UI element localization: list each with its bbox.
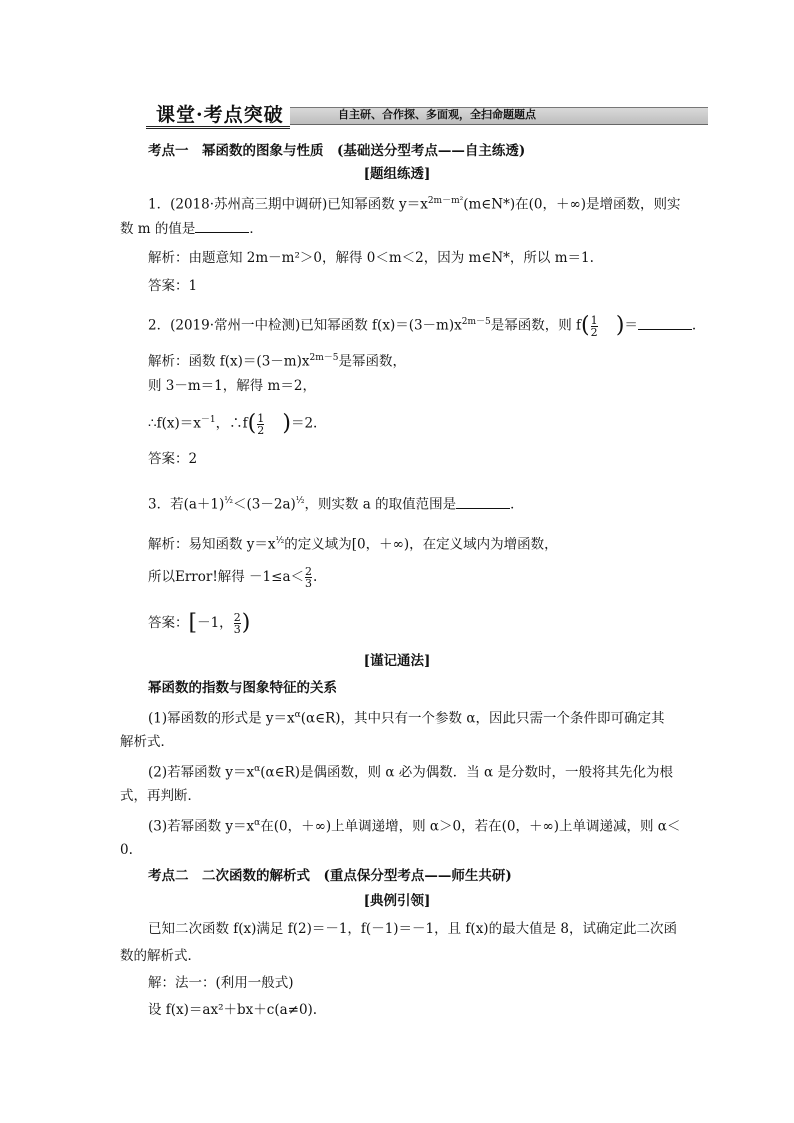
q2-analysis-text-e: ＝2. bbox=[290, 415, 318, 432]
q1-analysis: 解析：由题意知 2m－m²＞0，解得 0＜m＜2，因为 m∈N*，所以 m＝1. bbox=[148, 250, 594, 266]
method-p1-text-a: (1)幂函数的形式是 y＝x bbox=[148, 710, 295, 727]
group-label: [题组练透] bbox=[363, 166, 431, 182]
fraction-numerator: 2 bbox=[305, 565, 313, 578]
q3-text-a: 3．若(a＋1) bbox=[148, 496, 225, 513]
alpha-exponent: α bbox=[254, 818, 261, 828]
method-p1-cont: 解析式． bbox=[120, 734, 174, 750]
fraction bbox=[305, 566, 312, 589]
fraction-denominator: 2 bbox=[257, 423, 265, 437]
q3-answer-value: －1， bbox=[197, 615, 233, 631]
q3-analysis-2 bbox=[148, 566, 317, 589]
q2-line bbox=[148, 313, 696, 338]
method-p2-cont: 式，再判断． bbox=[120, 788, 201, 804]
q1-text-b: (m∈N*)在(0，＋∞)是增函数，则实 bbox=[463, 196, 681, 213]
q2-text-c: ＝ bbox=[624, 317, 638, 334]
method-p2-text-b: (α∈R)是偶函数，则 α 必为偶数．当 α 是分数时，一般将其先化为根 bbox=[260, 764, 673, 781]
q3-answer-label: 答案： bbox=[148, 615, 189, 631]
left-paren: ( bbox=[247, 411, 257, 436]
exponent-half: ½ bbox=[224, 496, 233, 506]
method-label: [谨记通法] bbox=[363, 653, 431, 669]
method-p3-cont: 0. bbox=[120, 842, 133, 858]
q3-analysis-text-c: 所以Error!解得 －1≤a＜ bbox=[148, 569, 305, 585]
q2-analysis-exponent-2: －1 bbox=[200, 415, 216, 425]
q2-analysis-3 bbox=[148, 411, 317, 436]
answer-blank bbox=[195, 220, 249, 233]
q3-analysis-text-a: 解析：易知函数 y＝x bbox=[148, 536, 276, 553]
q2-text-b: 是幂函数，则 f bbox=[490, 317, 582, 334]
left-bracket: [ bbox=[188, 610, 198, 636]
q2-analysis-text-d: ，∴f bbox=[215, 415, 248, 432]
section1-heading: 考点一 幂函数的图象与性质 (基础送分型考点——自主练透) bbox=[148, 143, 526, 159]
q1-text-c: 数 m 的值是 bbox=[120, 221, 196, 237]
fraction-numerator: 1 bbox=[590, 313, 598, 327]
exponent-half: ½ bbox=[275, 536, 285, 546]
q3-analysis-text-d: . bbox=[313, 569, 318, 585]
q3-text-d: ． bbox=[510, 496, 524, 513]
q2-analysis-text-c: ∴f(x)＝x bbox=[148, 415, 201, 432]
method-p3-text-a: (3)若幂函数 y＝x bbox=[148, 818, 255, 835]
q2-analysis-2: 则 3－m＝1，解得 m＝2， bbox=[148, 378, 316, 394]
fraction-numerator: 2 bbox=[233, 611, 241, 624]
exponent-half: ½ bbox=[295, 496, 305, 506]
q3-line bbox=[148, 492, 524, 514]
method-p2-text-a: (2)若幂函数 y＝x bbox=[148, 764, 255, 781]
right-paren: ) bbox=[241, 610, 251, 636]
section-banner bbox=[146, 104, 708, 126]
q3-answer bbox=[148, 612, 250, 635]
left-paren: ( bbox=[581, 313, 590, 338]
q2-text-a: 2．(2019·常州一中检测)已知幂函数 f(x)＝(3－m)x bbox=[148, 317, 462, 334]
q3-text-b: ＜(3－2a) bbox=[233, 496, 296, 513]
q3-analysis-text-b: 的定义域为[0，＋∞)，在定义域内为增函数， bbox=[284, 536, 558, 553]
fraction bbox=[234, 612, 241, 635]
fraction bbox=[257, 413, 264, 436]
q2-analysis-1 bbox=[148, 349, 406, 371]
method-p3-text-b: 在(0，＋∞)上单调递增，则 α＞0，若在(0，＋∞)上单调递减，则 α＜ bbox=[260, 818, 681, 835]
q2-analysis-text-a: 解析：函数 f(x)＝(3－m)x bbox=[148, 353, 310, 370]
q3-text-c: ，则实数 a 的取值范围是 bbox=[304, 496, 457, 513]
q1-line2 bbox=[120, 220, 263, 238]
method-p3 bbox=[148, 814, 680, 836]
section2-heading: 考点二 二次函数的解析式 (重点保分型考点——师生共研) bbox=[148, 868, 512, 884]
banner-title: 课堂·考点突破 bbox=[146, 104, 290, 129]
solution-line1: 解：法一：(利用一般式) bbox=[148, 975, 294, 991]
method-p1-text-b: (α∈R)，其中只有一个参数 α，因此只需一个条件即可确定其 bbox=[300, 710, 665, 727]
solution-line2: 设 f(x)＝ax²＋bx＋c(a≠0). bbox=[148, 1002, 318, 1018]
q1-line1 bbox=[148, 192, 680, 214]
method-p1 bbox=[148, 706, 664, 728]
fraction-numerator: 1 bbox=[257, 411, 265, 425]
q2-analysis-exponent: 2m－5 bbox=[309, 353, 339, 363]
q2-text-d: . bbox=[691, 317, 697, 334]
q1-answer: 答案：1 bbox=[148, 278, 198, 294]
q1-exponent: 2m－m² bbox=[427, 196, 464, 206]
alpha-exponent: α bbox=[254, 764, 261, 774]
q1-text-a: 1．(2018·苏州高三期中调研)已知幂函数 y＝x bbox=[148, 196, 428, 213]
example-label: [典例引领] bbox=[363, 893, 431, 909]
fraction-denominator: 3 bbox=[305, 577, 313, 590]
answer-blank bbox=[456, 496, 510, 509]
fraction bbox=[591, 315, 598, 338]
alpha-exponent: α bbox=[294, 710, 301, 720]
q2-answer: 答案：2 bbox=[148, 451, 198, 467]
fraction-denominator: 2 bbox=[590, 325, 598, 339]
q1-text-d: ． bbox=[249, 221, 263, 237]
q3-analysis-1 bbox=[148, 532, 558, 554]
banner-subtitle: 自主研、合作探、多面观，全扫命题题点 bbox=[338, 108, 536, 121]
fraction-denominator: 3 bbox=[233, 623, 241, 636]
method-title: 幂函数的指数与图象特征的关系 bbox=[148, 680, 337, 696]
problem-line1: 已知二次函数 f(x)满足 f(2)＝－1，f(－1)＝－1，且 f(x)的最大值是 8，试确定此二次函 bbox=[148, 921, 677, 937]
answer-blank bbox=[638, 317, 692, 330]
q2-exponent: 2m－5 bbox=[461, 317, 491, 327]
method-p2 bbox=[148, 760, 673, 782]
q2-analysis-text-b: 是幂函数， bbox=[338, 353, 406, 370]
right-paren: ) bbox=[615, 313, 625, 338]
problem-line2: 数的解析式． bbox=[120, 948, 201, 964]
right-paren: ) bbox=[282, 411, 291, 436]
